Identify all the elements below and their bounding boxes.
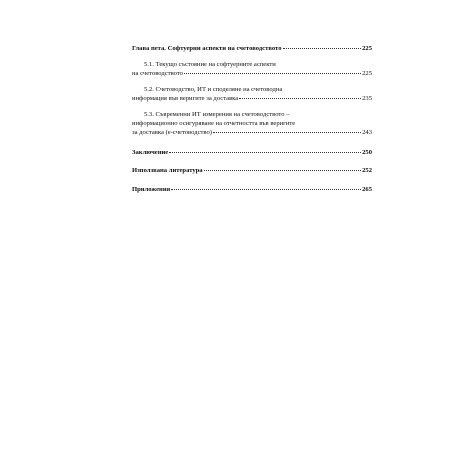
toc-entry-page: 225: [362, 70, 372, 78]
toc-entry-title: Заключение: [132, 148, 169, 156]
toc-entry-title-line: за доставка (е-счетоводство): [132, 129, 212, 137]
toc-entry-appendices: [118, 185, 372, 195]
toc-entry-title-line: 5.1. Текущо състояние на софтуерните аспекти: [144, 60, 276, 68]
toc-entry-section-5-2: [118, 86, 372, 104]
dot-leader: [169, 147, 361, 153]
toc-entry-title-line: 5.2. Счетоводство, ИТ и споделяне на счетоводна: [144, 85, 283, 93]
dot-leader: [171, 184, 361, 190]
dot-leader: [283, 43, 362, 49]
toc-entry-page: 225: [362, 45, 372, 52]
toc-entry-title-line: 5.3. Съвременни ИТ измерения на счетоводството –: [144, 110, 290, 118]
table-of-contents: [118, 44, 372, 195]
dot-leader: [239, 93, 361, 99]
toc-entry-section-5-1: [118, 61, 372, 79]
toc-entry-section-5-3: [118, 111, 372, 138]
toc-entry-page: 243: [362, 129, 372, 137]
toc-entry-title-line: информационно осигуряване на отчетността във веригите: [132, 119, 296, 127]
toc-entry-chapter-5: [118, 44, 372, 54]
toc-entry-title: Използвана литература: [132, 167, 203, 175]
toc-entry-title-line: информация във веригите за доставка: [132, 95, 239, 103]
dot-leader: [204, 165, 362, 171]
toc-entry-title-line: на счетоводството: [132, 70, 183, 78]
dot-leader: [213, 127, 361, 133]
toc-entry-title: Глава пета. Софтуерни аспекти на счетоводството: [132, 45, 282, 52]
toc-entry-literature: [118, 166, 372, 176]
toc-entry-page: 235: [362, 95, 372, 103]
dot-leader: [184, 68, 361, 74]
toc-entry-title: Приложения: [132, 185, 171, 193]
toc-entry-page: 252: [362, 167, 372, 175]
toc-entry-page: 250: [362, 148, 372, 156]
toc-entry-conclusion: [118, 148, 372, 158]
toc-entry-page: 265: [362, 185, 372, 193]
